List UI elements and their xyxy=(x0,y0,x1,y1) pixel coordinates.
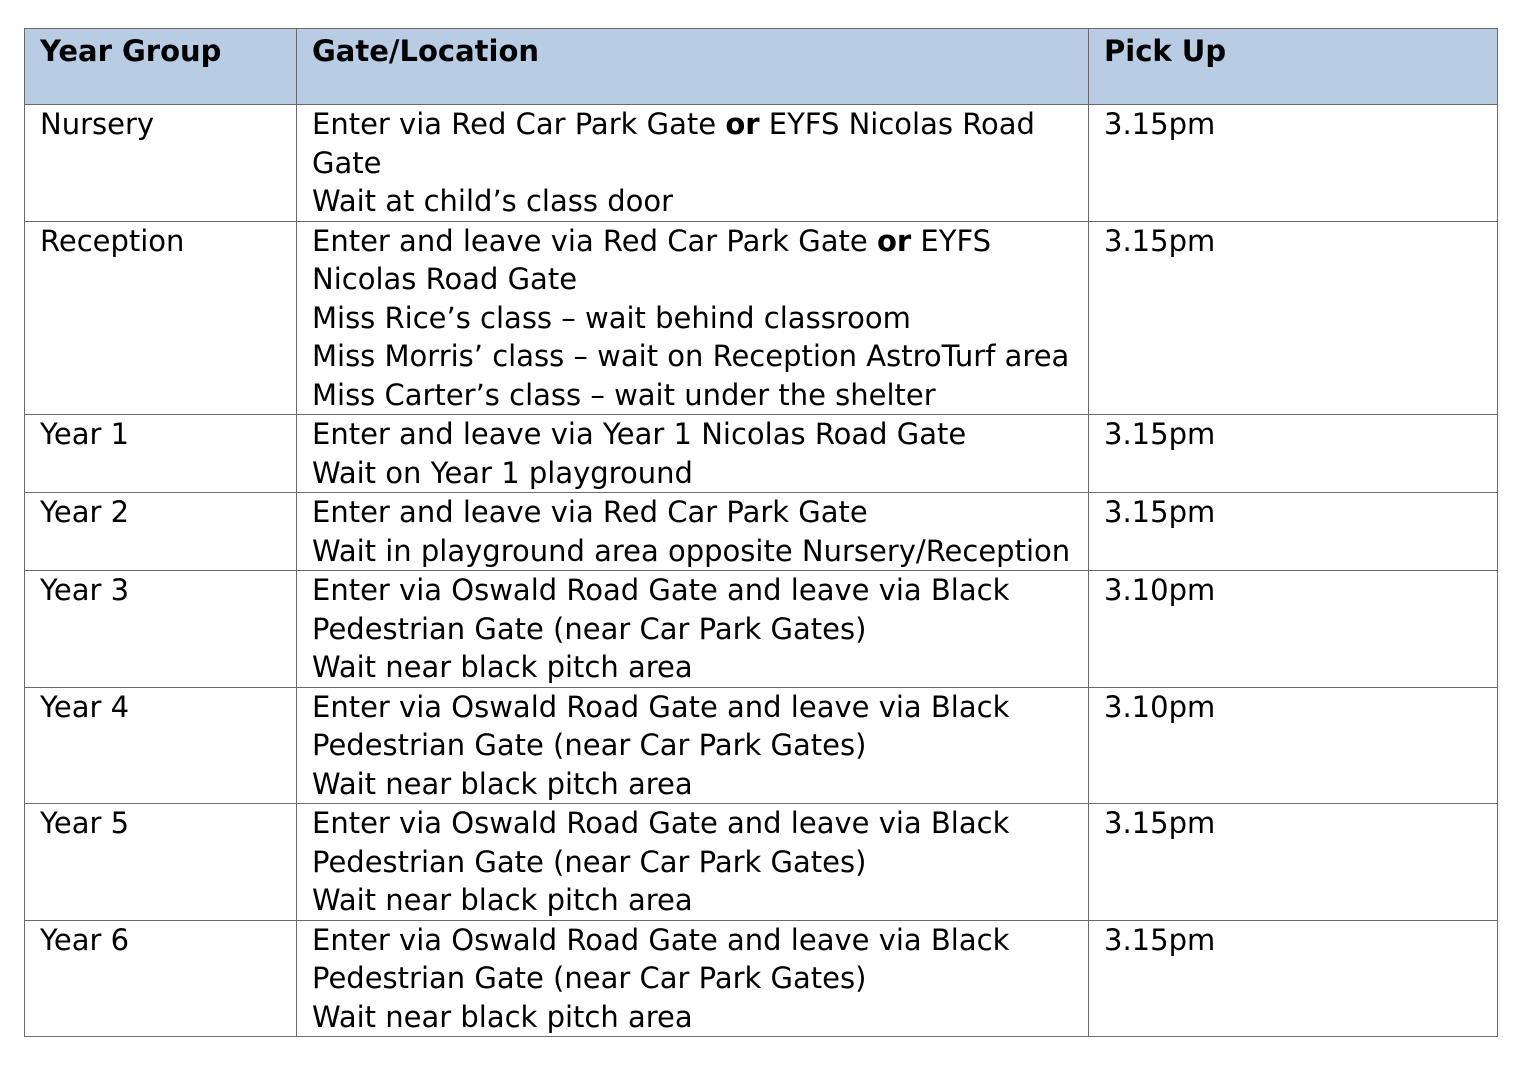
cell-year-group: Year 4 xyxy=(25,687,297,804)
instruction-text: Pedestrian Gate (near Car Park Gates) xyxy=(312,961,867,995)
gate-location-line xyxy=(312,299,1074,338)
instruction-text: Wait on Year 1 playground xyxy=(312,455,693,490)
gate-location-line xyxy=(312,571,1074,610)
table-header-row xyxy=(25,29,1498,105)
cell-gate-location xyxy=(297,804,1089,921)
gate-location-line xyxy=(312,532,1074,571)
gate-location-line xyxy=(312,804,1074,843)
gate-location-line xyxy=(312,222,1074,261)
gate-location-line xyxy=(312,493,1074,532)
cell-pick-up-time: 3.10pm xyxy=(1089,571,1498,688)
cell-pick-up-time: 3.15pm xyxy=(1089,920,1498,1037)
gate-location-line xyxy=(312,881,1074,920)
cell-gate-location xyxy=(297,571,1089,688)
instruction-text: Enter and leave via Red Car Park Gate xyxy=(312,495,868,529)
cell-gate-location xyxy=(297,493,1089,571)
instruction-text: Pedestrian Gate (near Car Park Gates) xyxy=(312,844,867,879)
table-row xyxy=(25,920,1498,1037)
gate-location-line xyxy=(312,337,1074,376)
gate-location-line xyxy=(312,921,1074,960)
gate-location-line xyxy=(312,959,1074,998)
pickup-schedule-table xyxy=(24,28,1498,1037)
instruction-text: EYFS Nicolas Road xyxy=(759,107,1035,141)
cell-year-group: Year 5 xyxy=(25,804,297,921)
cell-pick-up-time: 3.15pm xyxy=(1089,415,1498,493)
cell-gate-location xyxy=(297,221,1089,415)
cell-pick-up-time: 3.15pm xyxy=(1089,221,1498,415)
table-row xyxy=(25,415,1498,493)
instruction-text: Nicolas Road Gate xyxy=(312,262,578,296)
cell-pick-up-time: 3.15pm xyxy=(1089,493,1498,571)
header-pick-up: Pick Up xyxy=(1089,29,1498,105)
instruction-text: Pedestrian Gate (near Car Park Gates) xyxy=(312,728,867,762)
table-row xyxy=(25,105,1498,222)
gate-location-line xyxy=(312,144,1074,183)
instruction-text: Enter and leave via Red Car Park Gate xyxy=(312,223,877,258)
instruction-text: Miss Morris’ class – wait on Reception AstroTurf area xyxy=(312,339,1070,373)
cell-gate-location xyxy=(297,415,1089,493)
cell-pick-up-time: 3.15pm xyxy=(1089,105,1498,222)
instruction-text: Gate xyxy=(312,145,382,180)
cell-pick-up-time: 3.15pm xyxy=(1089,804,1498,921)
gate-location-line xyxy=(312,376,1074,415)
cell-year-group: Year 2 xyxy=(25,493,297,571)
table-row xyxy=(25,804,1498,921)
emphasis-text: or xyxy=(725,107,760,141)
gate-location-line xyxy=(312,260,1074,299)
gate-location-line xyxy=(312,765,1074,804)
cell-year-group: Year 1 xyxy=(25,415,297,493)
gate-location-line xyxy=(312,726,1074,765)
instruction-text: Enter via Oswald Road Gate and leave via Black xyxy=(312,573,1010,607)
header-year-group: Year Group xyxy=(25,29,297,105)
cell-year-group: Year 3 xyxy=(25,571,297,688)
gate-location-line xyxy=(312,182,1074,221)
instruction-text: Miss Rice’s class – wait behind classroom xyxy=(312,300,911,335)
cell-gate-location xyxy=(297,920,1089,1037)
table-row xyxy=(25,493,1498,571)
table-row xyxy=(25,571,1498,688)
cell-year-group: Year 6 xyxy=(25,920,297,1037)
instruction-text: Wait near black pitch area xyxy=(312,650,693,684)
gate-location-line xyxy=(312,415,1074,454)
instruction-text: Miss Carter’s class – wait under the shelter xyxy=(312,377,936,412)
gate-location-line xyxy=(312,998,1074,1037)
emphasis-text: or xyxy=(876,223,912,258)
table-row xyxy=(25,687,1498,804)
instruction-text: Pedestrian Gate (near Car Park Gates) xyxy=(312,611,867,646)
gate-location-line xyxy=(312,688,1074,727)
instruction-text: Enter via Oswald Road Gate and leave via Black xyxy=(312,922,1010,957)
gate-location-line xyxy=(312,454,1074,493)
instruction-text: Enter via Red Car Park Gate xyxy=(312,107,726,141)
instruction-text: Enter via Oswald Road Gate and leave via Black xyxy=(312,689,1010,724)
instruction-text: Wait near black pitch area xyxy=(312,766,693,801)
gate-location-line xyxy=(312,648,1074,687)
instruction-text: EYFS xyxy=(911,223,992,258)
table-body xyxy=(25,105,1498,1037)
cell-pick-up-time: 3.10pm xyxy=(1089,687,1498,804)
cell-gate-location xyxy=(297,687,1089,804)
instruction-text: Enter and leave via Year 1 Nicolas Road Gate xyxy=(312,417,967,451)
instruction-text: Wait near black pitch area xyxy=(312,999,693,1034)
header-gate-location: Gate/Location xyxy=(297,29,1089,105)
cell-year-group: Reception xyxy=(25,221,297,415)
instruction-text: Wait at child’s class door xyxy=(312,184,674,218)
table-row xyxy=(25,221,1498,415)
gate-location-line xyxy=(312,843,1074,882)
gate-location-line xyxy=(312,105,1074,144)
instruction-text: Wait near black pitch area xyxy=(312,883,693,917)
instruction-text: Enter via Oswald Road Gate and leave via Black xyxy=(312,806,1010,840)
gate-location-line xyxy=(312,610,1074,649)
instruction-text: Wait in playground area opposite Nursery/Reception xyxy=(312,533,1071,568)
cell-year-group: Nursery xyxy=(25,105,297,222)
cell-gate-location xyxy=(297,105,1089,222)
